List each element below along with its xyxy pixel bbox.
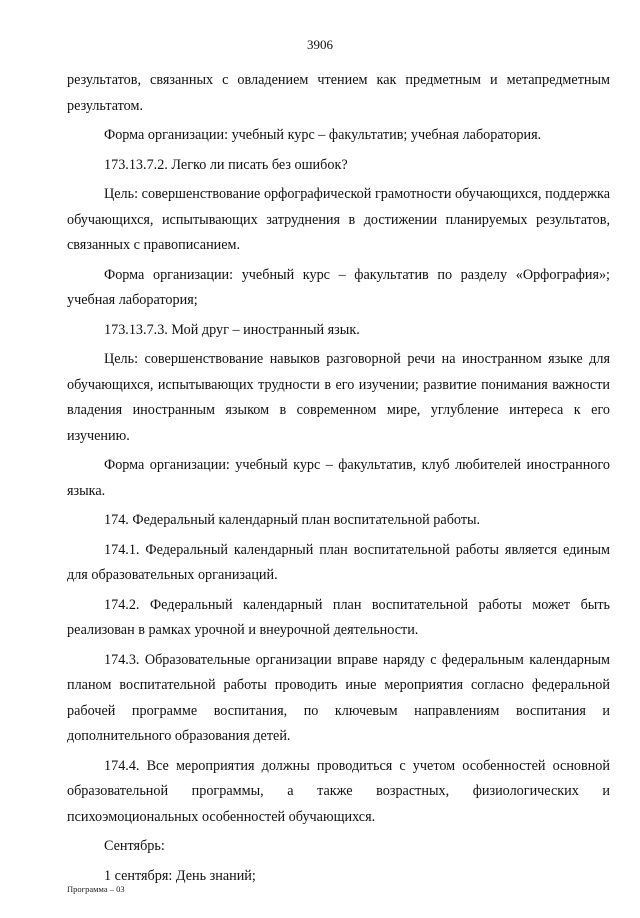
page-number: 3906	[307, 37, 333, 52]
list-item: 1 сентября: День знаний;	[104, 867, 256, 884]
paragraph-continuation: результатов, связанных с овладением чтением как предметным и метапредметным результатом.	[67, 72, 610, 114]
paragraph-form-2: Форма организации: учебный курс – факультатив по разделу «Орфография»; учебная лаборатория;	[67, 266, 610, 308]
document-body	[67, 68, 610, 893]
month-heading: Сентябрь:	[104, 838, 165, 854]
section-heading-173-13-7-2: 173.13.7.2. Легко ли писать без ошибок?	[104, 156, 348, 173]
paragraph-form-3: Форма организации: учебный курс – факультатив, клуб любителей иностранного языка.	[67, 457, 610, 499]
section-heading-173-13-7-3: 173.13.7.3. Мой друг – иностранный язык.	[104, 321, 360, 338]
paragraph-174-3: 174.3. Образовательные организации вправе наряду с федеральным календарным планом воспитательной работы проводить иные мероприятия согласно федеральной рабочей программе воспитания, по ключевым направлениям воспитания и дополнительного образования детей.	[67, 651, 610, 744]
section-heading-174: 174. Федеральный календарный план воспитательной работы.	[104, 512, 481, 528]
paragraph-174-1: 174.1. Федеральный календарный план воспитательной работы является единым для образовательных организаций.	[67, 541, 610, 583]
paragraph-goal-3: Цель: совершенствование навыков разговорной речи на иностранном языке для обучающихся, испытывающих трудности в его изучении; развитие понимания важности владения иностранным языком в современном мире, углубление интереса к его изучению.	[67, 351, 610, 444]
page-footer: Программа – 03	[67, 884, 125, 894]
paragraph-goal-2: Цель: совершенствование орфографической грамотности обучающихся, поддержка обучающихся, испытывающих затруднения в достижении планируемых результатов, связанных с правописанием.	[67, 186, 610, 253]
paragraph-174-4: 174.4. Все мероприятия должны проводиться с учетом особенностей основной образовательной программы, а также возрастных, физиологических и психоэмоциональных особенностей обучающихся.	[67, 757, 610, 825]
paragraph-form-1: Форма организации: учебный курс – факультатив; учебная лаборатория.	[104, 127, 542, 143]
paragraph-174-2: 174.2. Федеральный календарный план воспитательной работы может быть реализован в рамках урочной и внеурочной деятельности.	[67, 596, 610, 638]
